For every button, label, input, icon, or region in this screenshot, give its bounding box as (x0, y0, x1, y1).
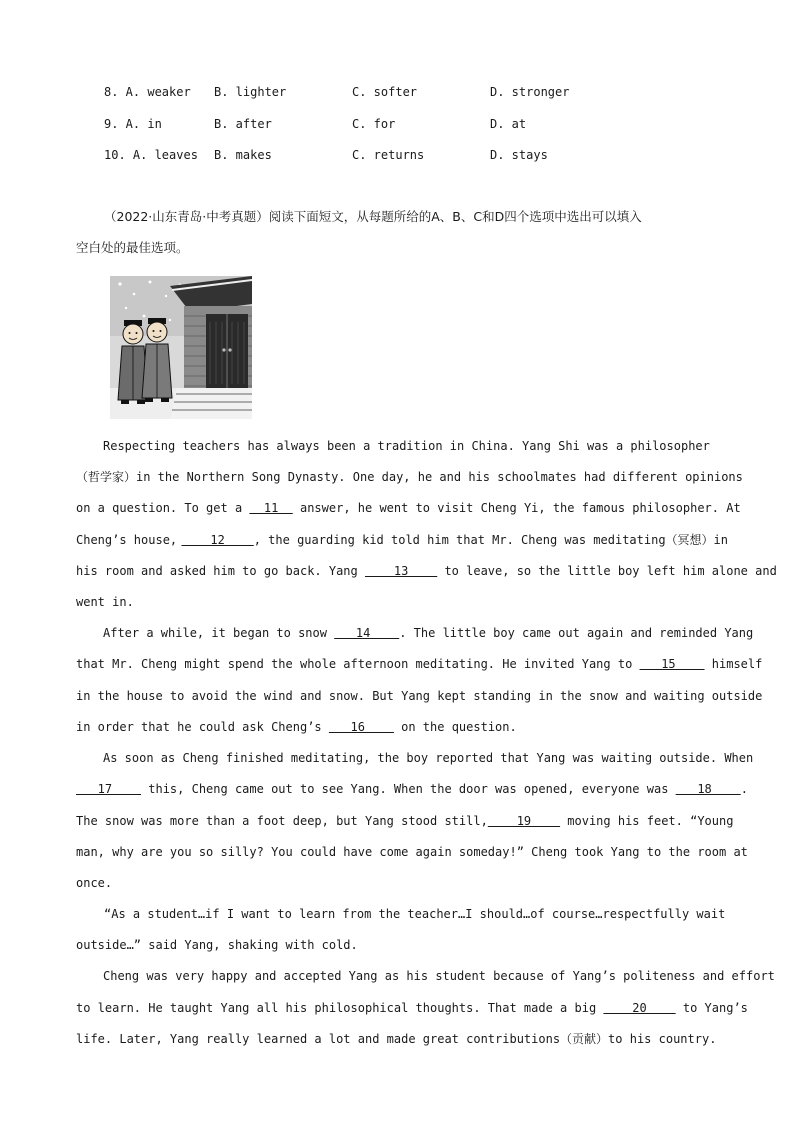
passage-line (103, 748, 754, 768)
text-run: on a question. To get a (76, 501, 250, 515)
option-c: C. returns (352, 148, 425, 162)
text-run: The snow was more than a foot deep, but Yang stood still, (76, 814, 488, 828)
passage-line (76, 842, 748, 862)
passage-line (76, 873, 728, 893)
passage-line (76, 530, 728, 550)
text-run: to learn. He taught Yang all his philosophical thoughts. That made a big (76, 1001, 604, 1015)
passage-line (76, 592, 728, 612)
text-run: on the question. (393, 720, 517, 734)
option-d: D. stays (490, 148, 548, 162)
text-run: outside…” said Yang, shaking with cold. (76, 938, 358, 952)
blank-18[interactable]: 18 (675, 782, 741, 796)
text-run: Cheng’s house, (76, 533, 178, 547)
text-run: , the guarding kid told him that Mr. Cheng was meditating（冥想）in (253, 533, 728, 547)
text-run: life. Later, Yang really learned a lot and made great contributions（贡献）to his country. (76, 1032, 717, 1046)
passage-line (76, 654, 763, 674)
blank-11[interactable]: 11 (249, 501, 293, 515)
text-run: in order that he could ask Cheng’s (76, 720, 329, 734)
section-instructions (76, 201, 726, 263)
option-b: B. after (214, 117, 272, 131)
text-run: As soon as Cheng finished meditating, the boy reported that Yang was waiting outside. When (103, 751, 754, 765)
text-run: himself (704, 657, 763, 671)
text-run: in the house to avoid the wind and snow. But Yang kept standing in the snow and waiting outside (76, 689, 763, 703)
text-run: Cheng was very happy and accepted Yang as his student because of Yang’s politeness and effort (103, 969, 775, 983)
option-c: C. for (352, 117, 396, 131)
text-run: this, Cheng came out to see Yang. When the door was opened, everyone was (141, 782, 676, 796)
text-run: that Mr. Cheng might spend the whole afternoon meditating. He invited Yang to (76, 657, 640, 671)
passage-line (76, 998, 748, 1018)
passage-line (76, 686, 763, 706)
option-b: B. makes (214, 148, 272, 162)
blank-17[interactable]: 17 (76, 782, 142, 796)
passage-line (104, 904, 726, 924)
text-run: once. (76, 876, 113, 890)
passage-line (76, 498, 741, 518)
text-run: man, why are you so silly? You could have come again someday!” Cheng took Yang to the room at (76, 845, 748, 859)
passage-line (76, 1029, 728, 1049)
text-run: . (740, 782, 748, 796)
passage-line (103, 623, 754, 643)
passage-line (103, 966, 775, 986)
text-run: After a while, it began to snow (103, 626, 335, 640)
option-b: B. lighter (214, 85, 287, 99)
instructions-line-1: （2022·山东青岛·中考真题）阅读下面短文，从每题所给的A、B、C和D四个选项中选出可以填入 (104, 209, 642, 224)
text-run: his room and asked him to go back. Yang (76, 564, 365, 578)
passage-line (76, 561, 777, 581)
blank-13[interactable]: 13 (364, 564, 438, 578)
illustration-scholars-in-snow (110, 276, 252, 419)
text-run: to Yang’s (675, 1001, 748, 1015)
passage-line (76, 935, 728, 955)
text-run: answer, he went to visit Cheng Yi, the famous philosopher. At (292, 501, 741, 515)
passage-line (76, 467, 743, 487)
blank-16[interactable]: 16 (328, 720, 394, 734)
text-run: “As a student…if I want to learn from the teacher…I should…of course…respectfully wait (104, 907, 726, 921)
passage-line (76, 717, 728, 737)
text-run: to leave, so the little boy left him alone and (437, 564, 777, 578)
option-a: 8. A. weaker (104, 85, 191, 99)
option-d: D. stronger (490, 85, 570, 99)
blank-19[interactable]: 19 (487, 814, 561, 828)
option-c: C. softer (352, 85, 418, 99)
text-run: Respecting teachers has always been a tradition in China. Yang Shi was a philosopher (103, 439, 710, 453)
text-run: moving his feet. “Young (560, 814, 734, 828)
passage-line (103, 436, 728, 456)
instructions-line-2: 空白处的最佳选项。 (76, 240, 189, 255)
passage-line (76, 779, 748, 799)
blank-12[interactable]: 12 (181, 533, 254, 547)
text-run: （哲学家）in the Northern Song Dynasty. One day, he and his schoolmates had different opinions (76, 470, 743, 484)
text-run: went in. (76, 595, 134, 609)
blank-20[interactable]: 20 (603, 1001, 676, 1015)
blank-14[interactable]: 14 (334, 626, 400, 640)
passage-line (76, 811, 734, 831)
option-a: 9. A. in (104, 117, 162, 131)
blank-15[interactable]: 15 (639, 657, 705, 671)
option-d: D. at (490, 117, 527, 131)
option-a: 10. A. leaves (104, 148, 198, 162)
text-run: . The little boy came out again and reminded Yang (399, 626, 754, 640)
